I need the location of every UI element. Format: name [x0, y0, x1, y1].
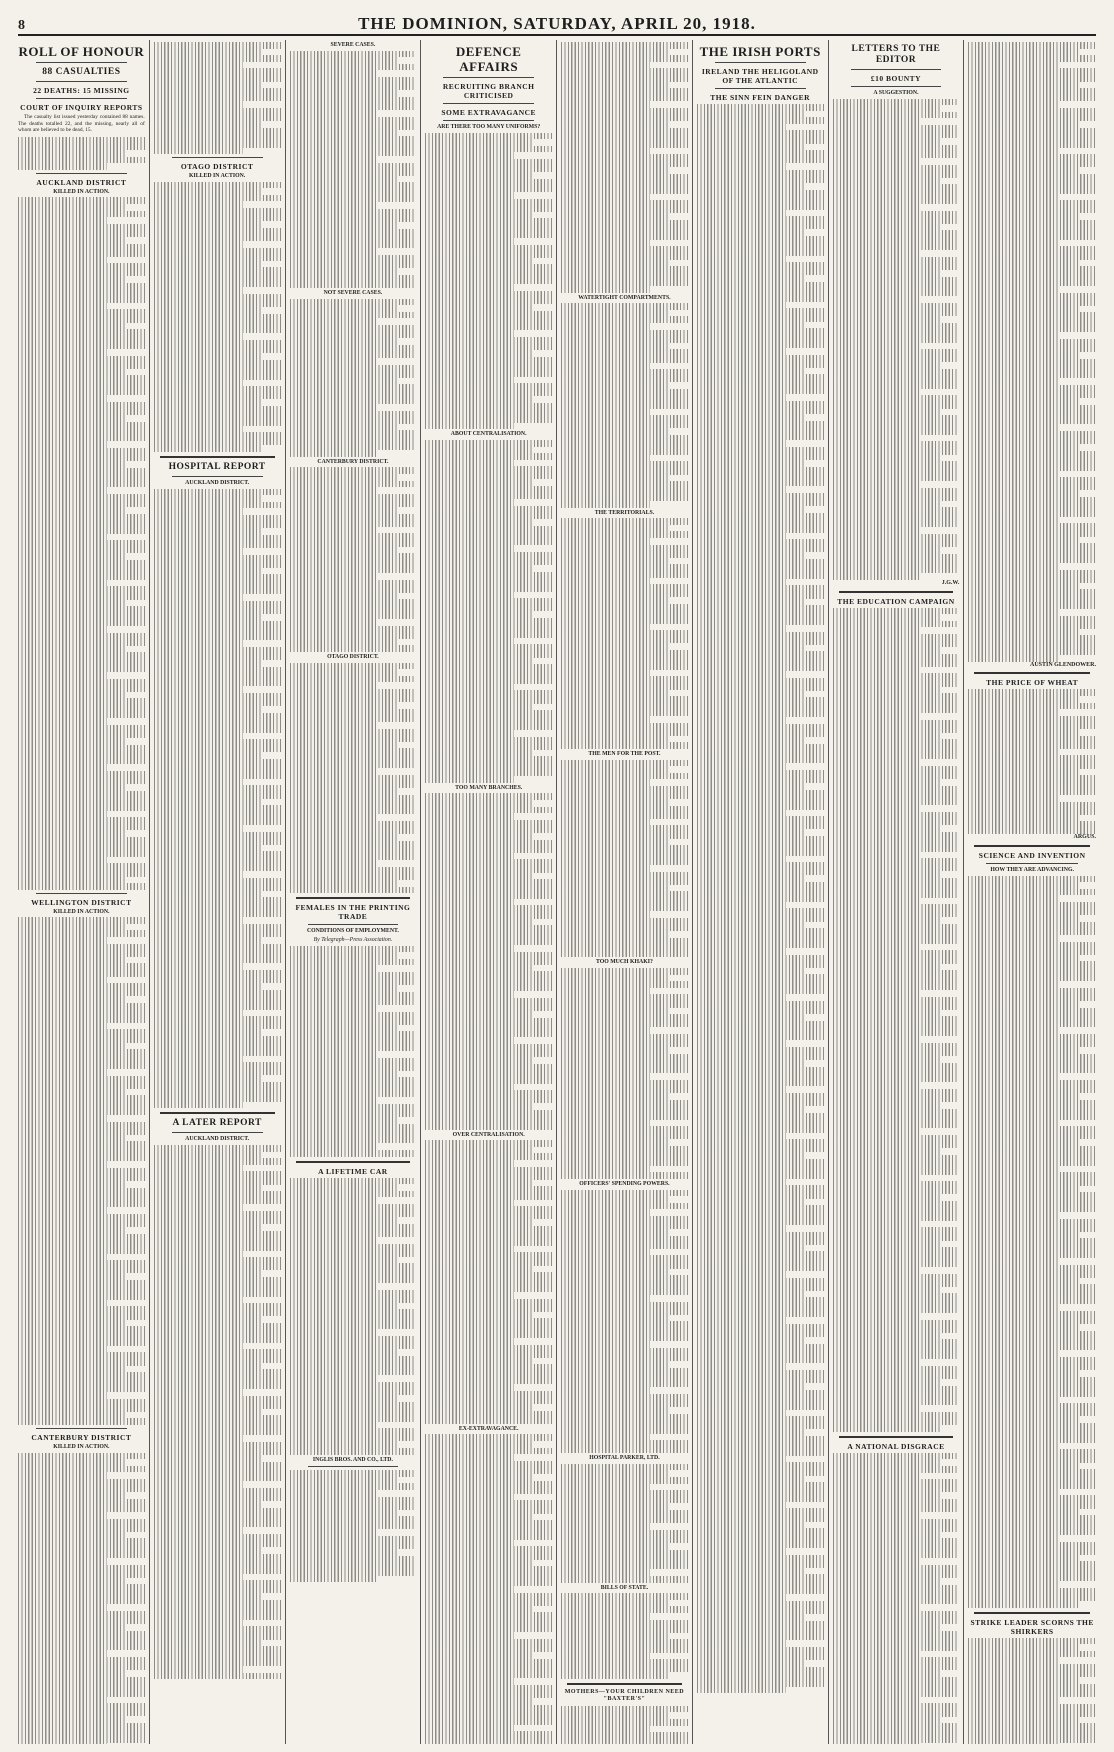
later-report-heading: A LATER REPORT [172, 1118, 262, 1129]
watertight-subheading: WATERTIGHT COMPARTMENTS. [578, 294, 671, 301]
science-body [968, 876, 1096, 1608]
suggestion-subheading: A SUGGESTION. [873, 90, 919, 96]
letters-to-editor-heading: LETTERS TO THE EDITOR [851, 44, 941, 65]
bounty-heading: £10 BOUNTY [870, 74, 922, 83]
later-report-list [154, 1145, 281, 1679]
extravagance-heading: SOME EXTRAVAGANCE [441, 108, 537, 117]
newspaper-title: THE DOMINION, SATURDAY, APRIL 20, 1918. [358, 14, 756, 33]
education-letter-body [833, 608, 960, 1432]
defence-continued [561, 42, 688, 293]
bills-of-state-subheading: BILLS OF STATE. [600, 1584, 649, 1591]
defence-affairs-heading: DEFENCE AFFAIRS [455, 44, 522, 74]
bills-body [561, 1593, 688, 1679]
irish-ports-heading: THE IRISH PORTS [699, 44, 821, 59]
otago-list-2 [290, 663, 417, 894]
hospital-report-heading: HOSPITAL REPORT [168, 462, 266, 473]
strike-leader-body [968, 1638, 1096, 1744]
page-columns [14, 40, 1100, 1744]
science-invention-heading: SCIENCE AND INVENTION [978, 851, 1086, 861]
otago-district-heading: OTAGO DISTRICT [180, 162, 254, 172]
over-centralisation-subheading: OVER CENTRALISATION. [452, 1131, 525, 1138]
later-auckland-subheading: AUCKLAND DISTRICT. [185, 1136, 250, 1143]
territorials-subheading: THE TERRITORIALS. [594, 509, 655, 516]
otago-killed-subheading: KILLED IN ACTION. [189, 173, 246, 180]
article-intro: The casualty list issued yesterday contained 88 names. The deaths totalled 22, and the missing, nearly all of whom are believed to be dead, 15. [18, 114, 145, 134]
canterbury-district-heading: CANTERBURY DISTRICT [31, 1433, 132, 1442]
wellington-district-heading: WELLINGTON DISTRICT [31, 897, 132, 907]
letter-continued [968, 42, 1096, 662]
column-7 [829, 40, 965, 1744]
column-3 [286, 40, 422, 1744]
females-printing-heading: FEMALES IN THE PRINTING TRADE [295, 903, 411, 922]
page-number: 8 [18, 18, 25, 33]
casualty-list-2 [18, 917, 145, 1425]
too-much-khaki-subheading: TOO MUCH KHAKI? [595, 959, 653, 966]
column-5 [557, 40, 693, 1744]
body-text-block [18, 137, 145, 170]
killed-in-action-subheading-3: KILLED IN ACTION. [53, 1444, 110, 1450]
lifetime-car-body [290, 1178, 417, 1455]
severe-cases-list [290, 51, 417, 288]
canterbury-list [290, 467, 417, 652]
territorials-body [561, 518, 688, 749]
column-3-lower-text [290, 1470, 417, 1582]
letter-signature-1: J.G.W. [941, 579, 960, 586]
hospital-list [154, 489, 281, 1109]
auckland-district-heading: AUCKLAND DISTRICT [36, 177, 127, 187]
over-centralisation-body [425, 1140, 552, 1424]
education-campaign-heading: THE EDUCATION CAMPAIGN [837, 596, 955, 606]
hospital-auckland-subheading: AUCKLAND DISTRICT. [185, 480, 250, 487]
lifetime-car-heading: A LIFETIME CAR [318, 1166, 388, 1176]
how-advancing-subheading: HOW THEY ARE ADVANCING. [990, 867, 1074, 874]
spending-powers-subheading: OFFICERS' SPENDING POWERS. [579, 1180, 670, 1187]
watertight-body [561, 303, 688, 507]
too-many-branches-subheading: TOO MANY BRANCHES. [455, 784, 523, 791]
column-4 [421, 40, 557, 1744]
branches-body [425, 793, 552, 1129]
letter-signature-2: AUSTIN GLENDOWER. [1029, 661, 1096, 668]
sinn-fein-heading: THE SINN FEIN DANGER [710, 93, 811, 102]
uniforms-subheading: ARE THERE TOO MANY UNIFORMS? [437, 124, 541, 130]
killed-in-action-subheading-2: KILLED IN ACTION. [53, 908, 110, 915]
national-disgrace-heading: A NATIONAL DISGRACE [847, 1441, 945, 1451]
otago-list [154, 182, 281, 452]
court-of-inquiry-heading: COURT OF INQUIRY REPORTS [20, 103, 143, 112]
heligoland-heading: IRELAND THE HELIGOLAND OF THE ATLANTIC [701, 67, 819, 85]
baxters-ad-heading: MOTHERS—YOUR CHILDREN NEED "BAXTER'S" [564, 1688, 685, 1703]
severe-cases-subheading: SEVERE CASES. [330, 42, 376, 48]
extravagance-body [425, 1434, 552, 1744]
roll-of-honour-heading: ROLL OF HONOUR [18, 44, 145, 59]
females-article-body [290, 946, 417, 1157]
bounty-letter-body [833, 99, 960, 580]
casualty-list-continued [154, 42, 281, 154]
defence-article-body [425, 133, 552, 430]
column-1 [14, 40, 150, 1744]
deaths-heading: 22 DEATHS: 15 MISSING [33, 86, 130, 95]
letter-signature-3: ARGUS. [1073, 834, 1096, 841]
khaki-body [561, 968, 688, 1179]
canterbury-subheading: CANTERBURY DISTRICT. [317, 458, 389, 465]
column-2 [150, 40, 286, 1744]
casualties-heading: 88 CASUALTIES [42, 67, 121, 77]
hospital-parker-body [561, 1464, 688, 1583]
conditions-subheading: CONDITIONS OF EMPLOYMENT. [306, 928, 399, 935]
column-8 [964, 40, 1100, 1744]
strike-leader-heading: STRIKE LEADER SCORNS THE SHIRKERS [970, 1617, 1094, 1636]
column-6 [693, 40, 829, 1744]
recruiting-branch-heading: RECRUITING BRANCH CRITICISED [442, 82, 535, 100]
not-severe-list [290, 299, 417, 457]
disgrace-letter-body [833, 1453, 960, 1744]
spending-body [561, 1190, 688, 1454]
casualty-list-3 [18, 1453, 145, 1744]
ex-extravagance-subheading: EX-EXTRAVAGANCE. [458, 1425, 519, 1432]
hospital-parker-subheading: HOSPITAL PARKER, LTD. [589, 1455, 660, 1462]
centralisation-subheading: ABOUT CENTRALISATION. [450, 431, 527, 438]
price-of-wheat-heading: THE PRICE OF WHEAT [986, 678, 1079, 688]
otago-subheading: OTAGO DISTRICT. [327, 654, 379, 661]
killed-in-action-subheading: KILLED IN ACTION. [53, 188, 110, 195]
casualty-list [18, 197, 145, 889]
masthead [18, 8, 1096, 36]
men-for-post-subheading: THE MEN FOR THE POST. [588, 750, 661, 757]
inglis-bros-ad: INGLIS BROS. AND CO., LTD. [312, 1456, 393, 1463]
irish-ports-body [697, 104, 824, 1693]
centralisation-body [425, 440, 552, 783]
men-for-post-body [561, 760, 688, 958]
not-severe-subheading: NOT SEVERE CASES. [323, 289, 383, 296]
press-association-byline: By Telegraph—Press Association. [313, 937, 393, 943]
baxters-ad-body [561, 1706, 688, 1744]
wheat-letter-body [968, 689, 1096, 834]
